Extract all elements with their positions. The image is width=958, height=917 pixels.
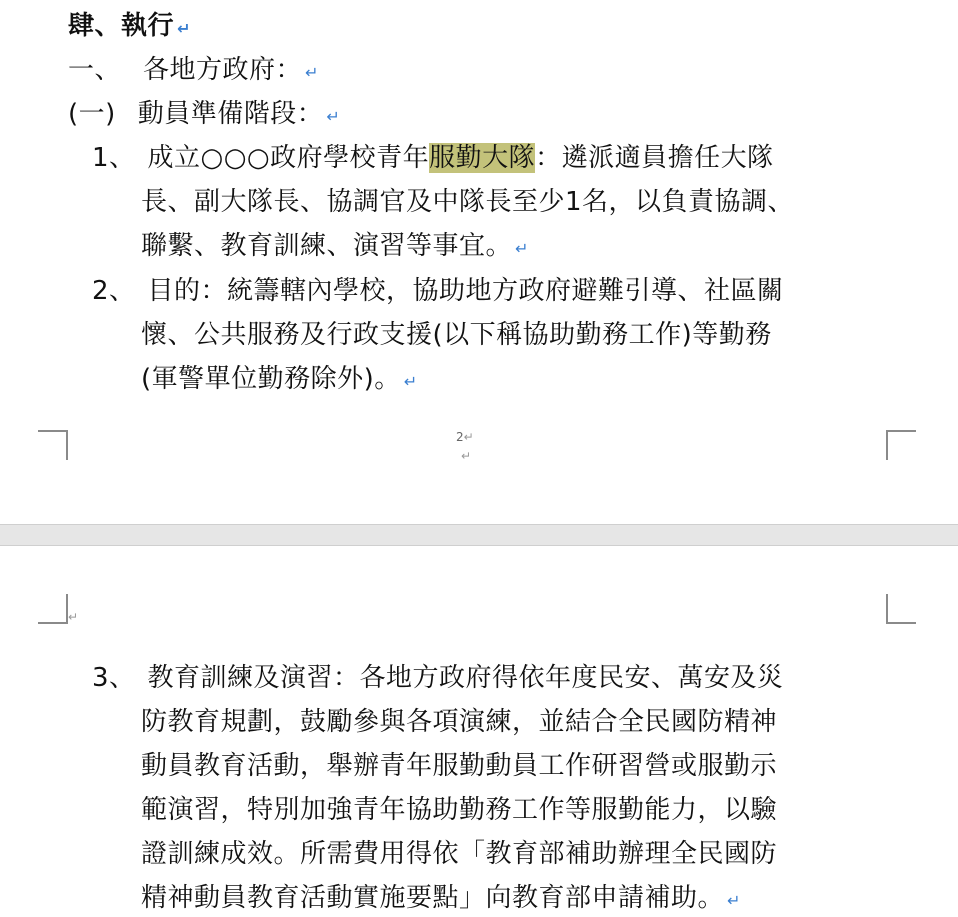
list-number: 2、	[92, 276, 136, 306]
list-item-3-line-6: 精神動員教育活動實施要點」向教育部申請補助。 ↵	[141, 883, 741, 913]
list-item-1-line-2: 長、副大隊長、協調官及中隊長至少1名，以負責協調、	[141, 187, 795, 217]
list-item-2-line-1: 2、 目的：統籌轄內學校，協助地方政府避難引導、社區關	[92, 276, 784, 306]
list-number: 1、	[92, 143, 136, 173]
list-item-3-line-5: 證訓練成效。所需費用得依「教育部補助辦理全民國防	[141, 839, 778, 869]
paragraph-mark-icon: ↵	[463, 430, 474, 444]
paragraph-mark-icon: ↵	[461, 449, 472, 463]
list-item-3-line-4: 範演習，特別加強青年協助勤務工作等服勤能力，以驗	[141, 795, 778, 825]
margin-corner-mark	[38, 430, 68, 460]
page-separator	[0, 524, 958, 546]
list-item-1-line-1: 1、 成立○○○政府學校青年服勤大隊：遴派適員擔任大隊	[92, 143, 774, 173]
document-page-2	[0, 546, 958, 916]
subheading-label: 一、	[68, 55, 122, 85]
subheading-1	[68, 54, 319, 89]
paragraph-mark-icon: ↵	[177, 19, 191, 38]
margin-corner-mark	[38, 594, 68, 624]
subheading-label: (一)	[68, 99, 116, 129]
list-item-3-line-3: 動員教育活動，舉辦青年服勤動員工作研習營或服勤示	[141, 751, 778, 781]
list-item-3-line-1: 3、 教育訓練及演習：各地方政府得依年度民安、萬安及災	[92, 663, 784, 693]
subheading-2	[68, 98, 340, 133]
paragraph-mark-icon: ↵	[326, 107, 341, 126]
page-number: 2↵	[456, 430, 474, 444]
margin-corner-mark	[886, 594, 916, 624]
paragraph-mark-icon: ↵	[68, 610, 79, 624]
highlighted-text: 服勤大隊	[429, 143, 536, 173]
list-item-3-line-2: 防教育規劃，鼓勵參與各項演練，並結合全民國防精神	[141, 707, 778, 737]
margin-corner-mark	[886, 430, 916, 460]
subheading-text: 動員準備階段：	[137, 99, 324, 129]
list-item-1-line-3: 聯繫、教育訓練、演習等事宜。 ↵	[141, 231, 529, 261]
section-heading: 肆、執行 ↵	[68, 11, 191, 41]
paragraph-mark-icon: ↵	[515, 239, 529, 258]
paragraph-mark-icon: ↵	[403, 372, 418, 391]
list-item-2-line-2: 懷、公共服務及行政支援(以下稱協助勤務工作)等勤務	[141, 320, 772, 350]
paragraph-mark-icon: ↵	[727, 891, 741, 910]
list-number: 3、	[92, 663, 136, 693]
list-item-2-line-3: (軍警單位勤務除外)。 ↵	[141, 364, 418, 394]
subheading-text: 各地方政府：	[143, 55, 303, 85]
paragraph-mark-icon: ↵	[305, 63, 319, 82]
